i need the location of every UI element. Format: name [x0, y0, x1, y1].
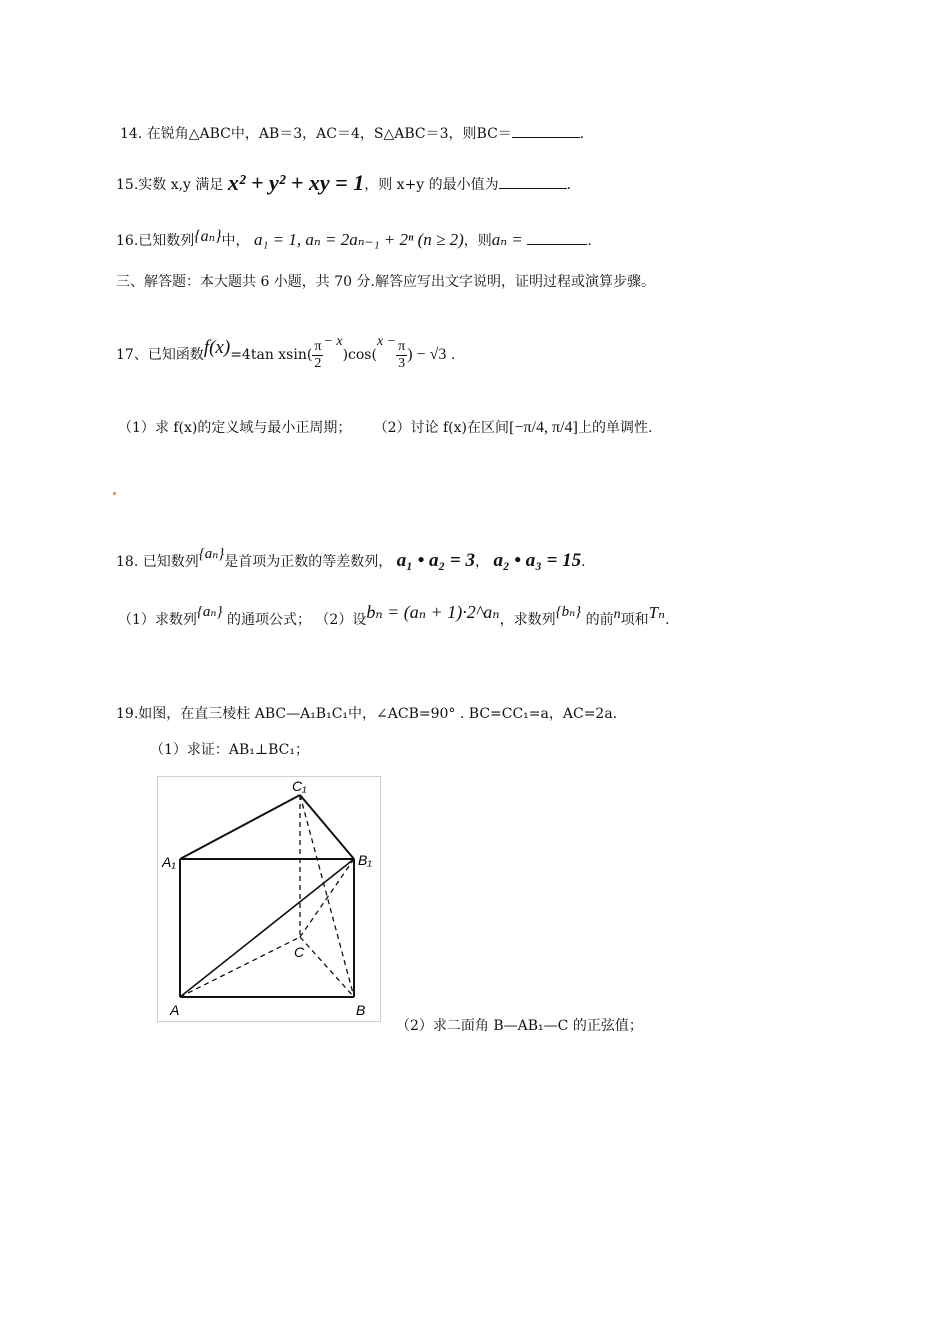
q16-then: ，则	[463, 233, 492, 249]
q19-number: 19.	[116, 706, 139, 722]
q18-sub2-prefix: （2）设	[315, 612, 367, 628]
q17-fraction-pi-over-2: $\frac{\pi}{2}$	[314, 338, 322, 371]
label-C: C	[294, 944, 305, 960]
q18-comma: ，	[474, 554, 489, 570]
q18-n: n	[613, 607, 621, 622]
q14-period: .	[579, 126, 585, 142]
question-16	[116, 224, 592, 254]
q18-prefix: 已知数列	[142, 554, 199, 570]
q16-answer-blank[interactable]	[527, 232, 587, 245]
q18-period: .	[581, 554, 586, 570]
q18-number: 18.	[116, 554, 139, 570]
q18-eq2: a₂ • a₃ = 15	[493, 550, 582, 571]
q18-sub2-tail2: 项和	[620, 612, 649, 628]
q18-subquestions	[118, 598, 669, 634]
q15-prefix: 实数 x,y 满足	[138, 177, 224, 193]
label-A: A	[170, 1002, 180, 1018]
q17-sub2-suffix: ]上的单调性.	[572, 420, 653, 436]
prism-figure	[157, 776, 381, 1022]
q17-number: 17、	[116, 347, 148, 363]
q17-tail: ) − √3	[407, 346, 447, 363]
question-15	[116, 170, 571, 198]
q18-sub1-suffix: 的通项公式；	[226, 612, 311, 628]
edge-CB	[300, 937, 354, 997]
q17-x-minus: x −	[376, 334, 397, 349]
question-19	[116, 704, 617, 724]
q17-minus-x: − x	[323, 334, 343, 349]
q17-period: .	[450, 347, 456, 363]
section-3-heading: 三、解答题：本大题共 6 小题，共 70 分.解答应写出文字说明，证明过程或演算步骤。	[116, 274, 655, 290]
q18-bn-formula: bₙ = (aₙ + 1)·2^aₙ	[366, 602, 500, 622]
question-17	[116, 312, 455, 385]
q18-sub2-period: .	[664, 612, 670, 628]
q15-suffix: ，则 x+y 的最小值为	[364, 177, 499, 193]
label-C1: C₁	[292, 778, 307, 794]
question-18	[116, 540, 586, 576]
label-A1: A₁	[162, 854, 176, 870]
q17-interval: −π/4, π/4	[514, 419, 573, 436]
q18-mid: 是首项为正数的等差数列，	[224, 554, 393, 570]
q16-formula: a₁ = 1, aₙ = 2aₙ₋₁ + 2ⁿ (n ≥ 2)	[254, 230, 464, 249]
q19-sub2: （2）求二面角 B—AB₁—C 的正弦值；	[396, 1018, 643, 1034]
segment-AB1	[180, 859, 354, 997]
q16-target: aₙ =	[491, 230, 523, 249]
edge-C1B1	[300, 795, 354, 859]
q18-sub2-mid: ，求数列	[499, 612, 556, 628]
q16-mid: 中，	[221, 233, 250, 249]
q15-equation: x² + y² + xy = 1	[227, 170, 365, 195]
q17-sub1: （1）求 f(x)的定义域与最小正周期；	[118, 420, 352, 436]
q17-part2: )cos(	[342, 347, 377, 363]
q17-subquestions	[118, 418, 652, 438]
stray-mark	[113, 492, 116, 495]
edge-AC	[180, 937, 300, 997]
q18-eq1: a₁ • a₂ = 3	[396, 550, 475, 571]
question-14	[120, 124, 584, 144]
q14-text: 在锐角△ABC中，AB＝3，AC＝4，S△ABC＝3，则BC＝	[146, 126, 512, 142]
q17-prefix: 已知函数	[147, 347, 204, 363]
q15-number: 15.	[116, 177, 139, 193]
q17-fx: f(x)	[203, 337, 231, 358]
q18-bn-sequence: {bₙ}	[555, 604, 582, 620]
q15-answer-blank[interactable]	[499, 176, 567, 189]
edge-A1C1	[180, 795, 300, 859]
q17-sub2-prefix: （2）讨论 f(x)在区间[	[373, 420, 515, 436]
q19-text: 如图，在直三棱柱 ABC—A₁B₁C₁中，∠ACB=90° . BC=CC₁=a，AC=2a.	[138, 706, 618, 722]
segment-CB1	[300, 859, 354, 937]
label-B: B	[356, 1002, 366, 1018]
q17-part1: =4tan xsin(	[230, 347, 313, 363]
q18-sub2-tail: 的前	[585, 612, 614, 628]
q18-sequence: {aₙ}	[198, 546, 225, 562]
q16-number: 16.	[116, 233, 139, 249]
q19-sub1: （1）求证：AB₁⊥BC₁；	[150, 742, 309, 758]
q17-fraction-pi-over-3: $\frac{\pi}{3}$	[398, 338, 406, 371]
q15-period: .	[566, 177, 572, 193]
q18-sub1-prefix: （1）求数列	[118, 612, 197, 628]
triangular-prism-diagram	[158, 777, 380, 1021]
q16-sequence: {aₙ}	[194, 228, 222, 245]
q14-number: 14.	[120, 126, 143, 142]
q18-sub1-sequence: {aₙ}	[196, 604, 223, 620]
q14-answer-blank[interactable]	[512, 125, 580, 138]
label-B1: B₁	[358, 852, 372, 868]
q18-Tn: Tₙ	[648, 603, 665, 622]
q16-prefix: 已知数列	[138, 233, 195, 249]
q16-period: .	[587, 233, 592, 249]
